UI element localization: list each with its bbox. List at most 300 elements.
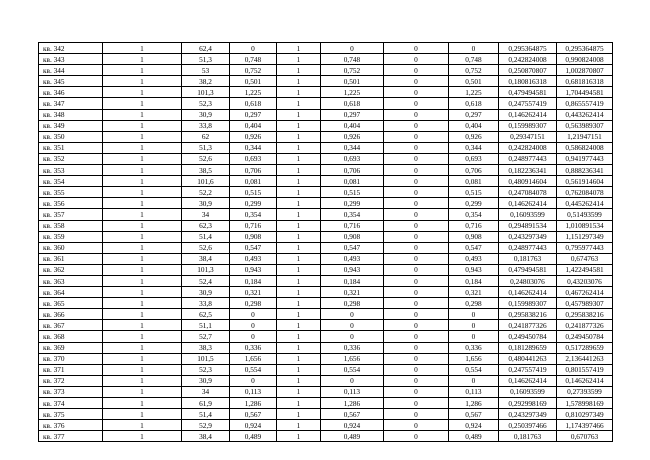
- table-cell: 0: [384, 420, 449, 431]
- table-cell: 1: [277, 165, 321, 176]
- table-cell: 0,344: [321, 142, 384, 153]
- table-cell: 1: [103, 375, 182, 386]
- apartment-label-cell: кв. 370: [39, 353, 103, 364]
- table-cell: 51,3: [182, 54, 230, 65]
- table-cell: 0,618: [321, 98, 384, 109]
- table-cell: 101,3: [182, 87, 230, 98]
- table-cell: 0: [384, 165, 449, 176]
- table-cell: 1: [103, 98, 182, 109]
- table-cell: 0,479494581: [499, 264, 557, 275]
- table-cell: 0,706: [230, 165, 277, 176]
- apartment-label-cell: кв. 365: [39, 298, 103, 309]
- table-cell: 0,480441263: [499, 353, 557, 364]
- table-cell: 0: [384, 309, 449, 320]
- apartment-label-cell: кв. 347: [39, 98, 103, 109]
- table-cell: 0: [449, 320, 499, 331]
- apartment-label-cell: кв. 362: [39, 264, 103, 275]
- table-cell: 1,225: [230, 87, 277, 98]
- apartment-label-cell: кв. 358: [39, 220, 103, 231]
- table-cell: 0,43203076: [557, 275, 613, 286]
- table-cell: 0,146262414: [557, 375, 613, 386]
- table-cell: 51,1: [182, 320, 230, 331]
- table-cell: 0,924: [449, 420, 499, 431]
- table-cell: 52,6: [182, 153, 230, 164]
- table-cell: 62,5: [182, 309, 230, 320]
- table-cell: 0,706: [449, 165, 499, 176]
- table-cell: 0,321: [230, 287, 277, 298]
- table-cell: 30,9: [182, 375, 230, 386]
- table-cell: 0,298: [321, 298, 384, 309]
- table-cell: 61,9: [182, 398, 230, 409]
- table-cell: 0,180816318: [499, 76, 557, 87]
- apartment-label-cell: кв. 350: [39, 131, 103, 142]
- table-cell: 0,248977443: [499, 153, 557, 164]
- table-cell: 0,493: [230, 253, 277, 264]
- table-row: [39, 398, 613, 409]
- table-cell: 0,16093599: [499, 209, 557, 220]
- table-cell: 1: [277, 198, 321, 209]
- table-cell: 1: [277, 65, 321, 76]
- table-cell: 0: [384, 320, 449, 331]
- table-cell: 51,4: [182, 409, 230, 420]
- table-cell: 0,113: [230, 386, 277, 397]
- table-cell: 51,4: [182, 231, 230, 242]
- table-cell: 1: [277, 231, 321, 242]
- table-cell: 0,336: [449, 342, 499, 353]
- table-row: [39, 309, 613, 320]
- table-cell: 52,9: [182, 420, 230, 431]
- table-cell: 0,299: [230, 198, 277, 209]
- table-cell: 1: [277, 87, 321, 98]
- apartment-label-cell: кв. 356: [39, 198, 103, 209]
- table-cell: 0,298: [449, 298, 499, 309]
- table-cell: 0: [384, 120, 449, 131]
- table-cell: 0,501: [230, 76, 277, 87]
- table-cell: 38,4: [182, 431, 230, 442]
- table-cell: 1: [277, 331, 321, 342]
- table-cell: 0,748: [230, 54, 277, 65]
- table-cell: 0,752: [321, 65, 384, 76]
- apartment-label-cell: кв. 346: [39, 87, 103, 98]
- table-cell: 38,2: [182, 76, 230, 87]
- table-row: [39, 320, 613, 331]
- table-cell: 1: [277, 353, 321, 364]
- apartment-label-cell: кв. 349: [39, 120, 103, 131]
- table-cell: 0: [384, 275, 449, 286]
- table-row: [39, 364, 613, 375]
- table-cell: 1: [103, 142, 182, 153]
- table-cell: 1: [103, 364, 182, 375]
- table-cell: 1: [277, 176, 321, 187]
- table-cell: 1,286: [449, 398, 499, 409]
- table-cell: 52,2: [182, 187, 230, 198]
- table-cell: 0,810297349: [557, 409, 613, 420]
- table-cell: 0,515: [449, 187, 499, 198]
- table-cell: 1: [103, 43, 182, 54]
- table-cell: 0: [384, 131, 449, 142]
- table-cell: 53: [182, 65, 230, 76]
- table-cell: 0,563989307: [557, 120, 613, 131]
- table-cell: 1: [103, 253, 182, 264]
- table-cell: 0,146262414: [499, 287, 557, 298]
- table-row: [39, 275, 613, 286]
- apartment-label-cell: кв. 354: [39, 176, 103, 187]
- table-cell: 0,618: [449, 98, 499, 109]
- table-cell: 0,247557419: [499, 98, 557, 109]
- apartment-label-cell: кв. 369: [39, 342, 103, 353]
- table-cell: 0,081: [321, 176, 384, 187]
- table-cell: 0: [384, 386, 449, 397]
- table-cell: 1,656: [321, 353, 384, 364]
- table-cell: 1: [103, 65, 182, 76]
- apartment-label-cell: кв. 343: [39, 54, 103, 65]
- table-cell: 0,336: [321, 342, 384, 353]
- table-cell: 1,225: [449, 87, 499, 98]
- table-cell: 1: [103, 353, 182, 364]
- table-row: [39, 353, 613, 364]
- table-cell: 0,752: [449, 65, 499, 76]
- table-row: [39, 120, 613, 131]
- table-cell: 0,716: [230, 220, 277, 231]
- table-cell: 0,515: [230, 187, 277, 198]
- table-cell: 0,297: [321, 109, 384, 120]
- table-cell: 0: [384, 242, 449, 253]
- table-cell: 0: [384, 409, 449, 420]
- table-cell: 0,241877326: [557, 320, 613, 331]
- table-cell: 1: [277, 375, 321, 386]
- table-cell: 0,299: [321, 198, 384, 209]
- table-cell: 62,3: [182, 220, 230, 231]
- table-cell: 0: [230, 309, 277, 320]
- table-cell: 0,184: [449, 275, 499, 286]
- table-cell: 1: [277, 76, 321, 87]
- table-cell: 34: [182, 386, 230, 397]
- table-cell: 0,716: [321, 220, 384, 231]
- table-cell: 1: [277, 43, 321, 54]
- table-cell: 0,354: [230, 209, 277, 220]
- table-cell: 0,693: [321, 153, 384, 164]
- table-cell: 0,762084078: [557, 187, 613, 198]
- apartment-label-cell: кв. 360: [39, 242, 103, 253]
- table-cell: 0: [384, 375, 449, 386]
- table-cell: 0,344: [449, 142, 499, 153]
- table-cell: 1,422494581: [557, 264, 613, 275]
- table-row: [39, 409, 613, 420]
- table-cell: 62,4: [182, 43, 230, 54]
- table-cell: 0: [384, 54, 449, 65]
- table-cell: 0: [384, 43, 449, 54]
- table-cell: 0,242824008: [499, 54, 557, 65]
- table-row: [39, 65, 613, 76]
- table-cell: 0,547: [321, 242, 384, 253]
- table-cell: 0,445262414: [557, 198, 613, 209]
- table-cell: 1: [277, 309, 321, 320]
- table-cell: 1: [277, 242, 321, 253]
- table-cell: 0,159989307: [499, 298, 557, 309]
- table-cell: 1: [277, 420, 321, 431]
- table-cell: 0: [384, 331, 449, 342]
- table-cell: 0,926: [321, 131, 384, 142]
- table-cell: 1,002870807: [557, 65, 613, 76]
- table-cell: 1,704494581: [557, 87, 613, 98]
- table-cell: 1: [277, 264, 321, 275]
- table-cell: 101,5: [182, 353, 230, 364]
- table-cell: 1: [103, 309, 182, 320]
- table-cell: 1,656: [230, 353, 277, 364]
- table-row: [39, 142, 613, 153]
- table-cell: 1: [277, 364, 321, 375]
- table-cell: 0: [449, 375, 499, 386]
- table-cell: 0,681816318: [557, 76, 613, 87]
- table-cell: 0: [384, 65, 449, 76]
- table-cell: 1: [277, 109, 321, 120]
- table-row: [39, 253, 613, 264]
- table-cell: 0: [230, 331, 277, 342]
- table-cell: 0,567: [449, 409, 499, 420]
- table-cell: 0,943: [230, 264, 277, 275]
- table-cell: 52,7: [182, 331, 230, 342]
- table-cell: 1: [103, 331, 182, 342]
- table-cell: 0: [321, 320, 384, 331]
- table-cell: 1: [103, 120, 182, 131]
- table-cell: 0: [321, 375, 384, 386]
- table-cell: 1: [103, 409, 182, 420]
- table-cell: 0,561914604: [557, 176, 613, 187]
- table-cell: 1: [103, 287, 182, 298]
- table-cell: 0,493: [321, 253, 384, 264]
- table-cell: 1: [277, 398, 321, 409]
- table-cell: 0,242824008: [499, 142, 557, 153]
- apartment-label-cell: кв. 348: [39, 109, 103, 120]
- apartment-label-cell: кв. 374: [39, 398, 103, 409]
- table-cell: 0,547: [449, 242, 499, 253]
- table-cell: 0,295364875: [557, 43, 613, 54]
- table-cell: 0,706: [321, 165, 384, 176]
- table-cell: 0: [230, 375, 277, 386]
- table-cell: 0,51493599: [557, 209, 613, 220]
- table-cell: 62: [182, 131, 230, 142]
- table-cell: 0,297: [230, 109, 277, 120]
- table-cell: 34: [182, 209, 230, 220]
- apartment-label-cell: кв. 345: [39, 76, 103, 87]
- table-row: [39, 298, 613, 309]
- table-cell: 0,547: [230, 242, 277, 253]
- table-cell: 0,146262414: [499, 109, 557, 120]
- table-cell: 0,321: [321, 287, 384, 298]
- table-cell: 0,321: [449, 287, 499, 298]
- table-cell: 1,656: [449, 353, 499, 364]
- table-row: [39, 153, 613, 164]
- table-cell: 0,250397466: [499, 420, 557, 431]
- table-cell: 1: [103, 165, 182, 176]
- table-cell: 0,908: [321, 231, 384, 242]
- table-cell: 52,4: [182, 275, 230, 286]
- table-cell: 0: [384, 76, 449, 87]
- table-cell: 0,184: [230, 275, 277, 286]
- table-cell: 0,748: [321, 54, 384, 65]
- table-cell: 0: [384, 287, 449, 298]
- table-cell: 0: [384, 98, 449, 109]
- table-row: [39, 43, 613, 54]
- table-cell: 1: [103, 220, 182, 231]
- table-cell: 0: [384, 198, 449, 209]
- apartment-label-cell: кв. 352: [39, 153, 103, 164]
- table-cell: 1: [277, 153, 321, 164]
- table-cell: 0,748: [449, 54, 499, 65]
- table-cell: 0: [384, 353, 449, 364]
- table-cell: 1: [277, 287, 321, 298]
- table-cell: 0,586824008: [557, 142, 613, 153]
- table-cell: 0,297: [449, 109, 499, 120]
- table-cell: 0,27393599: [557, 386, 613, 397]
- table-cell: 0,924: [321, 420, 384, 431]
- table-cell: 0,181289659: [499, 342, 557, 353]
- table-cell: 1: [277, 386, 321, 397]
- table-cell: 0: [384, 342, 449, 353]
- table-cell: 0,249450784: [499, 331, 557, 342]
- table-row: [39, 87, 613, 98]
- table-cell: 0,467262414: [557, 287, 613, 298]
- table-cell: 1: [103, 54, 182, 65]
- table-cell: 0,865557419: [557, 98, 613, 109]
- table-cell: 1: [103, 264, 182, 275]
- table-cell: 1: [103, 109, 182, 120]
- apartment-label-cell: кв. 359: [39, 231, 103, 242]
- table-cell: 1: [103, 153, 182, 164]
- table-cell: 0,250870807: [499, 65, 557, 76]
- table-cell: 0,908: [449, 231, 499, 242]
- table-row: [39, 420, 613, 431]
- table-row: [39, 131, 613, 142]
- table-cell: 0: [384, 142, 449, 153]
- table-cell: 0: [384, 153, 449, 164]
- table-cell: 1: [277, 142, 321, 153]
- table-cell: 1: [103, 87, 182, 98]
- table-cell: 0: [449, 309, 499, 320]
- table-cell: 0,24803076: [499, 275, 557, 286]
- table-cell: 0,113: [321, 386, 384, 397]
- table-cell: 0: [321, 43, 384, 54]
- table-cell: 1: [103, 187, 182, 198]
- table-row: [39, 242, 613, 253]
- table-cell: 30,9: [182, 109, 230, 120]
- apartment-table: [38, 42, 613, 442]
- table-cell: 52,3: [182, 364, 230, 375]
- table-row: [39, 165, 613, 176]
- table-cell: 1: [277, 220, 321, 231]
- table-cell: 52,3: [182, 98, 230, 109]
- table-cell: 0,241877326: [499, 320, 557, 331]
- table-cell: 1: [277, 431, 321, 442]
- table-row: [39, 231, 613, 242]
- table-cell: 0,247557419: [499, 364, 557, 375]
- table-cell: 0,181763: [499, 253, 557, 264]
- table-cell: 0: [449, 331, 499, 342]
- table-cell: 1: [277, 275, 321, 286]
- table-cell: 1: [103, 431, 182, 442]
- table-cell: 38,3: [182, 342, 230, 353]
- table-row: [39, 198, 613, 209]
- table-row: [39, 76, 613, 87]
- apartment-label-cell: кв. 357: [39, 209, 103, 220]
- apartment-label-cell: кв. 353: [39, 165, 103, 176]
- table-cell: 0,924: [230, 420, 277, 431]
- apartment-label-cell: кв. 368: [39, 331, 103, 342]
- apartment-label-cell: кв. 372: [39, 375, 103, 386]
- document-page: [38, 42, 612, 442]
- table-row: [39, 176, 613, 187]
- apartment-label-cell: кв. 344: [39, 65, 103, 76]
- table-cell: 101,6: [182, 176, 230, 187]
- table-cell: 0,294891534: [499, 220, 557, 231]
- table-cell: 1,151297349: [557, 231, 613, 242]
- table-cell: 0,943: [321, 264, 384, 275]
- table-cell: 0,479494581: [499, 87, 557, 98]
- apartment-label-cell: кв. 375: [39, 409, 103, 420]
- table-cell: 0,567: [321, 409, 384, 420]
- table-row: [39, 342, 613, 353]
- table-cell: 0,554: [321, 364, 384, 375]
- table-cell: 0,716: [449, 220, 499, 231]
- table-cell: 1: [103, 320, 182, 331]
- table-cell: 0: [384, 209, 449, 220]
- table-cell: 0: [230, 320, 277, 331]
- table-cell: 1: [277, 131, 321, 142]
- apartment-label-cell: кв. 366: [39, 309, 103, 320]
- table-cell: 1,174397466: [557, 420, 613, 431]
- table-cell: 0,182236341: [499, 165, 557, 176]
- table-cell: 1: [103, 209, 182, 220]
- table-cell: 1: [103, 298, 182, 309]
- table-cell: 33,8: [182, 298, 230, 309]
- table-cell: 0,243297349: [499, 231, 557, 242]
- table-cell: 0: [384, 253, 449, 264]
- table-cell: 38,5: [182, 165, 230, 176]
- table-cell: 30,9: [182, 198, 230, 209]
- table-cell: 1,286: [230, 398, 277, 409]
- table-cell: 0,146262414: [499, 198, 557, 209]
- table-cell: 0,670763: [557, 431, 613, 442]
- table-cell: 101,3: [182, 264, 230, 275]
- table-cell: 0,292998169: [499, 398, 557, 409]
- table-cell: 0,501: [449, 76, 499, 87]
- table-cell: 1: [103, 398, 182, 409]
- table-cell: 0,480914604: [499, 176, 557, 187]
- apartment-label-cell: кв. 364: [39, 287, 103, 298]
- table-cell: 0: [384, 231, 449, 242]
- table-cell: 0,336: [230, 342, 277, 353]
- apartment-label-cell: кв. 342: [39, 43, 103, 54]
- table-cell: 0,243297349: [499, 409, 557, 420]
- apartment-label-cell: кв. 373: [39, 386, 103, 397]
- table-cell: 0,926: [449, 131, 499, 142]
- table-row: [39, 375, 613, 386]
- table-row: [39, 98, 613, 109]
- table-cell: 0,554: [449, 364, 499, 375]
- table-cell: 0,493: [449, 253, 499, 264]
- table-cell: 0: [384, 298, 449, 309]
- table-cell: 1: [277, 209, 321, 220]
- table-cell: 0,990824008: [557, 54, 613, 65]
- table-row: [39, 220, 613, 231]
- table-cell: 0,926: [230, 131, 277, 142]
- table-body: [39, 43, 613, 442]
- table-cell: 0: [384, 364, 449, 375]
- table-cell: 0,567: [230, 409, 277, 420]
- table-cell: 0: [384, 87, 449, 98]
- table-row: [39, 331, 613, 342]
- table-row: [39, 54, 613, 65]
